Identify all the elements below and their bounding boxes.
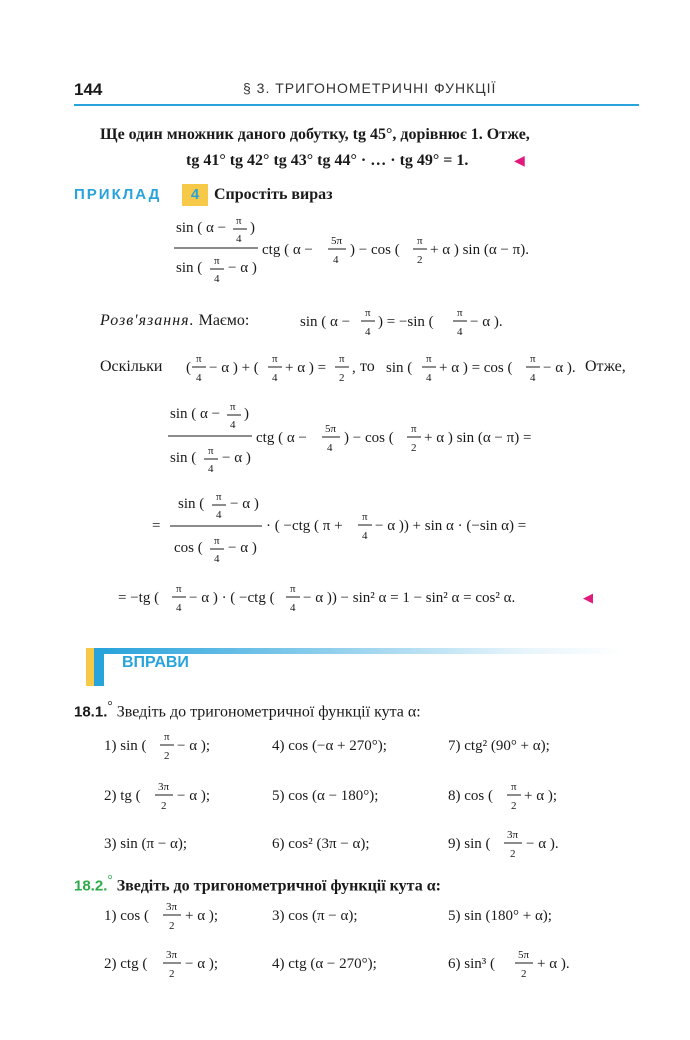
svg-text:π: π xyxy=(426,353,432,365)
svg-text:− α );: − α ); xyxy=(177,788,210,804)
svg-text:− α ): − α ) xyxy=(222,450,251,466)
derivation-line-1 xyxy=(168,401,531,475)
example-label: ПРИКЛАД xyxy=(74,186,162,203)
svg-text:sin ( α −: sin ( α − xyxy=(176,220,227,236)
svg-text:8) cos (: 8) cos ( xyxy=(448,788,493,804)
svg-text:2: 2 xyxy=(164,750,170,762)
then-word: то xyxy=(360,358,375,375)
section-marker-blue xyxy=(94,648,104,686)
svg-text:+ α ) = cos (: + α ) = cos ( xyxy=(439,360,513,376)
svg-text:4: 4 xyxy=(457,326,463,338)
svg-text:2: 2 xyxy=(511,800,517,812)
svg-text:π: π xyxy=(236,215,242,227)
exercise-level: ° xyxy=(107,698,113,713)
svg-text:4: 4 xyxy=(176,602,182,614)
svg-text:): ) xyxy=(244,406,249,422)
svg-text:2: 2 xyxy=(417,254,423,266)
solution-intro: Маємо: xyxy=(198,312,250,329)
svg-text:sin (: sin ( xyxy=(170,450,197,466)
svg-text:4: 4 xyxy=(236,233,242,245)
page-number: 144 xyxy=(74,80,103,99)
svg-text:sin (: sin ( xyxy=(386,360,413,376)
exercise-text: Зведіть до тригонометричної функції кута α: xyxy=(116,877,441,895)
svg-text:4: 4 xyxy=(214,273,220,285)
task-expression xyxy=(174,215,529,285)
svg-text:− α )) − sin² α = 1 − sin² α =: − α )) − sin² α = 1 − sin² α = cos² α. xyxy=(303,590,516,606)
svg-text:π: π xyxy=(208,445,214,457)
derivation-line-3 xyxy=(118,583,593,614)
svg-text:π: π xyxy=(196,353,202,365)
svg-text:π: π xyxy=(230,401,236,413)
exercise-18-2-items xyxy=(104,901,570,980)
svg-text:3π: 3π xyxy=(158,781,170,793)
svg-text:4: 4 xyxy=(530,372,536,384)
svg-text:− α ).: − α ). xyxy=(526,836,559,852)
svg-text:4: 4 xyxy=(196,372,202,384)
svg-text:sin (: sin ( xyxy=(176,260,203,276)
svg-text:4) ctg (α − 270°);: 4) ctg (α − 270°); xyxy=(272,956,377,972)
svg-text:π: π xyxy=(411,423,417,435)
svg-text:2) tg (: 2) tg ( xyxy=(104,788,141,804)
svg-text:π: π xyxy=(290,583,296,595)
svg-text:− α ): − α ) xyxy=(230,496,259,512)
svg-text:4: 4 xyxy=(365,326,371,338)
svg-text:4: 4 xyxy=(290,602,296,614)
svg-text:sin (: sin ( xyxy=(178,496,205,512)
svg-text:π: π xyxy=(176,583,182,595)
svg-text:4) cos (−α + 270°);: 4) cos (−α + 270°); xyxy=(272,738,387,754)
svg-text:2) ctg (: 2) ctg ( xyxy=(104,956,148,972)
svg-text:+ α ).: + α ). xyxy=(537,956,570,972)
svg-text:− α );: − α ); xyxy=(177,738,210,754)
svg-text:2: 2 xyxy=(161,800,167,812)
svg-text:4: 4 xyxy=(216,509,222,521)
exercise-text: Зведіть до тригонометричної функції кута α: xyxy=(116,703,421,721)
svg-text:4: 4 xyxy=(426,372,432,384)
svg-text:− α )) + sin α · (−sin α) =: − α )) + sin α · (−sin α) = xyxy=(375,518,527,534)
example-task: Спростіть вираз xyxy=(214,186,333,203)
svg-text:− α ).: − α ). xyxy=(543,360,576,376)
svg-text:+ α ) sin (α − π).: + α ) sin (α − π). xyxy=(430,242,529,258)
svg-text:4: 4 xyxy=(272,372,278,384)
svg-text:3π: 3π xyxy=(507,829,519,841)
svg-text:) = −sin (: ) = −sin ( xyxy=(378,314,434,330)
svg-text:6) cos² (3π − α);: 6) cos² (3π − α); xyxy=(272,836,370,852)
svg-text:5) sin (180° + α);: 5) sin (180° + α); xyxy=(448,908,552,924)
svg-text:5) cos (α − 180°);: 5) cos (α − 180°); xyxy=(272,788,379,804)
svg-text:π: π xyxy=(272,353,278,365)
svg-text:= −tg (: = −tg ( xyxy=(118,590,160,606)
svg-text:) − cos (: ) − cos ( xyxy=(350,242,400,258)
svg-text:+ α ) sin (α − π) =: + α ) sin (α − π) = xyxy=(424,430,532,446)
svg-text:sin ( α −: sin ( α − xyxy=(170,406,221,422)
exercise-number: 18.2. xyxy=(74,877,108,895)
svg-text:− α ): − α ) xyxy=(228,540,257,556)
svg-text:5π: 5π xyxy=(518,949,530,961)
because-word: Оскільки xyxy=(100,358,163,375)
example-number: 4 xyxy=(182,184,208,206)
intro-line-1: Ще один множник даного добутку, tg 45°, дорівнює 1. Отже, xyxy=(100,126,530,143)
svg-text:1) cos (: 1) cos ( xyxy=(104,908,149,924)
svg-text:π: π xyxy=(457,307,463,319)
svg-text:4: 4 xyxy=(333,254,339,266)
svg-text:ctg ( α −: ctg ( α − xyxy=(262,242,313,258)
svg-text:) − cos (: ) − cos ( xyxy=(344,430,394,446)
svg-text:1) sin (: 1) sin ( xyxy=(104,738,147,754)
svg-text:π: π xyxy=(214,255,220,267)
derivation-line-2 xyxy=(152,491,526,565)
exercise-18-1-heading xyxy=(74,698,421,721)
svg-text:3) sin (π − α);: 3) sin (π − α); xyxy=(104,836,188,852)
exercise-level: ° xyxy=(107,872,113,887)
exercise-number: 18.1. xyxy=(74,703,108,721)
svg-text:π: π xyxy=(164,731,170,743)
svg-text:+ α );: + α ); xyxy=(524,788,557,804)
svg-text:=: = xyxy=(152,518,161,534)
svg-text:π: π xyxy=(365,307,371,319)
svg-text:cos (: cos ( xyxy=(174,540,203,556)
svg-text:+ α ) =: + α ) = xyxy=(285,360,327,376)
solution-expression xyxy=(300,307,503,338)
svg-text:π: π xyxy=(417,235,423,247)
svg-text:,: , xyxy=(352,360,356,376)
svg-text:− α ) · ( −ctg (: − α ) · ( −ctg ( xyxy=(189,590,275,606)
svg-text:4: 4 xyxy=(362,530,368,542)
svg-text:π: π xyxy=(511,781,517,793)
svg-text:3) cos (π − α);: 3) cos (π − α); xyxy=(272,908,358,924)
section-title: ВПРАВИ xyxy=(122,654,189,671)
svg-text:2: 2 xyxy=(169,968,175,980)
svg-text:5π: 5π xyxy=(325,423,337,435)
svg-text:− α ).: − α ). xyxy=(470,314,503,330)
svg-text:− α );: − α ); xyxy=(185,956,218,972)
svg-text:2: 2 xyxy=(169,920,175,932)
svg-text:4: 4 xyxy=(214,553,220,565)
intro-line-2: tg 41° tg 42° tg 43° tg 44° · … · tg 49° = 1. xyxy=(186,152,469,169)
svg-text:2: 2 xyxy=(521,968,527,980)
svg-text:− α ): − α ) xyxy=(228,260,257,276)
svg-text:6) sin³ (: 6) sin³ ( xyxy=(448,956,495,972)
end-marker-icon: ◀ xyxy=(514,154,525,169)
solution-label: Розв'язання. xyxy=(100,312,195,329)
svg-text:4: 4 xyxy=(208,463,214,475)
therefore-word: Отже, xyxy=(585,358,626,375)
svg-text:9) sin (: 9) sin ( xyxy=(448,836,491,852)
svg-text:7) ctg² (90° + α);: 7) ctg² (90° + α); xyxy=(448,738,550,754)
svg-text:− α ) + (: − α ) + ( xyxy=(209,360,259,376)
svg-text:· ( −ctg ( π +: · ( −ctg ( π + xyxy=(266,518,343,534)
svg-text:2: 2 xyxy=(339,372,345,384)
section-header: § 3. ТРИГОНОМЕТРИЧНІ ФУНКЦІЇ xyxy=(243,80,497,96)
svg-text:2: 2 xyxy=(510,848,516,860)
svg-text:(: ( xyxy=(186,360,191,376)
svg-text:+ α );: + α ); xyxy=(185,908,218,924)
svg-text:4: 4 xyxy=(230,419,236,431)
svg-text:2: 2 xyxy=(411,442,417,454)
svg-text:sin ( α −: sin ( α − xyxy=(300,314,351,330)
because-expression xyxy=(186,353,576,384)
exercise-18-1-items xyxy=(104,731,559,860)
svg-text:π: π xyxy=(214,535,220,547)
svg-text:π: π xyxy=(339,353,345,365)
svg-text:3π: 3π xyxy=(166,949,178,961)
svg-text:3π: 3π xyxy=(166,901,178,913)
svg-text:ctg ( α −: ctg ( α − xyxy=(256,430,307,446)
svg-text:π: π xyxy=(216,491,222,503)
svg-text:5π: 5π xyxy=(331,235,343,247)
svg-text:4: 4 xyxy=(327,442,333,454)
svg-text:π: π xyxy=(362,511,368,523)
svg-text:): ) xyxy=(250,220,255,236)
exercise-18-2-heading xyxy=(74,872,441,895)
svg-text:◀: ◀ xyxy=(583,590,593,605)
svg-text:π: π xyxy=(530,353,536,365)
